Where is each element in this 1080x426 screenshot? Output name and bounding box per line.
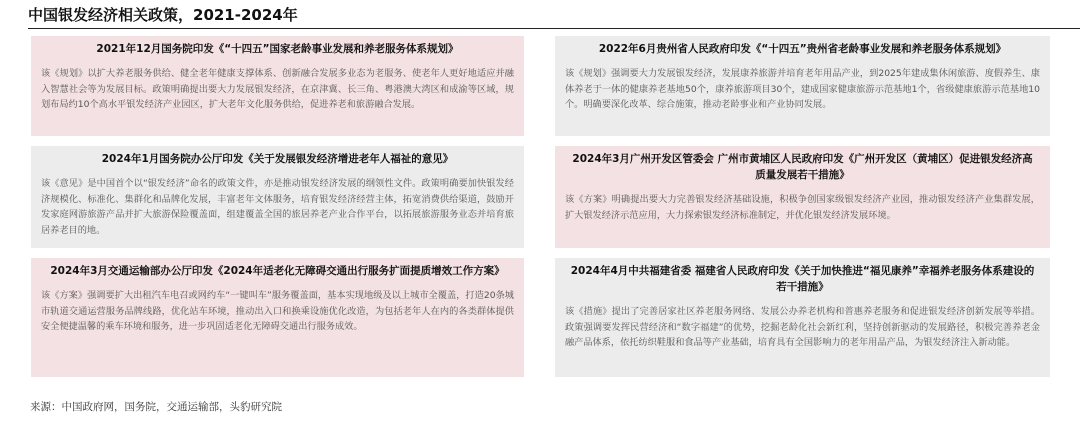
policy-card <box>31 146 524 248</box>
policy-card-body: 该《规划》以扩大养老服务供给、健全老年健康支撑体系、创新融合发展多业态为老服务、使老年人更好地适应并融入智慧社会等为发展目标。政策明确提出要大力发展银发经济，在京津冀、长三角、粤港澳大湾区和成渝等区域，规划布局约10个高水平银发经济产业园区，扩大老年文化服务供给，促进养老和旅游融合发展。 <box>41 68 514 110</box>
policy-card <box>555 146 1050 248</box>
source-note: 来源：中国政府网，国务院，交通运输部，头豹研究院 <box>30 401 282 413</box>
policy-card <box>555 36 1050 136</box>
policy-card-body: 该《方案》强调要扩大出租汽车电召或网约车“一键叫车”服务覆盖面，基本实现地级及以上城市全覆盖，打造20条城市轨道交通运营服务品牌线路，优化站车环境，推动出入口和换乘设施优化改造，为包括老年人在内的各类群体提供安全便捷温馨的乘车环境和服务，进一步巩固适老化无障碍交通出行服务成效。 <box>41 290 514 332</box>
policy-card-title: 2024年3月交通运输部办公厅印发《2024年适老化无障碍交通出行服务扩面提质增效工作方案》 <box>50 265 505 277</box>
policy-card-title: 2024年3月广州开发区管委会 广州市黄埔区人民政府印发《广州开发区（黄埔区）促进银发经济高质量发展若干措施》 <box>572 153 1033 181</box>
policy-card <box>555 258 1050 377</box>
policy-card-title: 2024年4月中共福建省委 福建省人民政府印发《关于加快推进“福见康养”幸福养老服务体系建设的若干措施》 <box>570 265 1035 293</box>
policy-card-body: 该《措施》提出了完善居家社区养老服务网络、发展公办养老机构和普惠养老服务和促进银发经济创新发展等举措。政策强调要发挥民营经济和“数字福建”的优势，挖掘老龄化社会新红利，坚持创新驱动的发展路径，积极完善养老金融产品体系，依托纺织鞋服和食品等产业基础，培育具有全国影响力的老年用品产品，为银发经济注入新动能。 <box>565 306 1040 348</box>
policy-card-title: 2022年6月贵州省人民政府印发《“十四五”贵州省老龄事业发展和养老服务体系规划》 <box>598 43 1007 55</box>
policy-card-body: 该《规划》强调要大力发展银发经济，发展康养旅游并培育老年用品产业，到2025年建成集休闲旅游、度假养生、康体养老于一体的健康养老基地50个，康养旅游项目30个，建成国家健康旅游示范基地1个，省级健康旅游示范基地10个。明确要深化改革、综合施策，推动老龄事业和产业协同发展。 <box>565 68 1040 110</box>
policy-card-body: 该《方案》明确提出要大力完善银发经济基础设施，积极争创国家级银发经济产业园，推动银发经济产业集群发展，扩大银发经济示范应用，大力探索银发经济标准制定，并优化银发经济发展环境。 <box>565 194 1040 221</box>
title-divider <box>28 28 1080 29</box>
page-title: 中国银发经济相关政策，2021-2024年 <box>28 6 298 24</box>
policy-card-title: 2021年12月国务院印发《“十四五”国家老龄事业发展和养老服务体系规划》 <box>96 43 459 55</box>
policy-card <box>31 258 524 377</box>
policy-card-body: 该《意见》是中国首个以“银发经济”命名的政策文件，亦是推动银发经济发展的纲领性文件。政策明确要加快银发经济规模化、标准化、集群化和品牌化发展，丰富老年文体服务，培育银发经济经营主体，拓宽消费供给渠道，鼓励开发家庭网游旅游产品并扩大旅游保险覆盖面，组建覆盖全国的旅居养老产业合作平台，以拓展旅游服务业态并培育旅居养老目的地。 <box>41 178 514 236</box>
policy-card-title: 2024年1月国务院办公厅印发《关于发展银发经济增进老年人福祉的意见》 <box>101 153 454 165</box>
policy-card <box>31 36 524 136</box>
